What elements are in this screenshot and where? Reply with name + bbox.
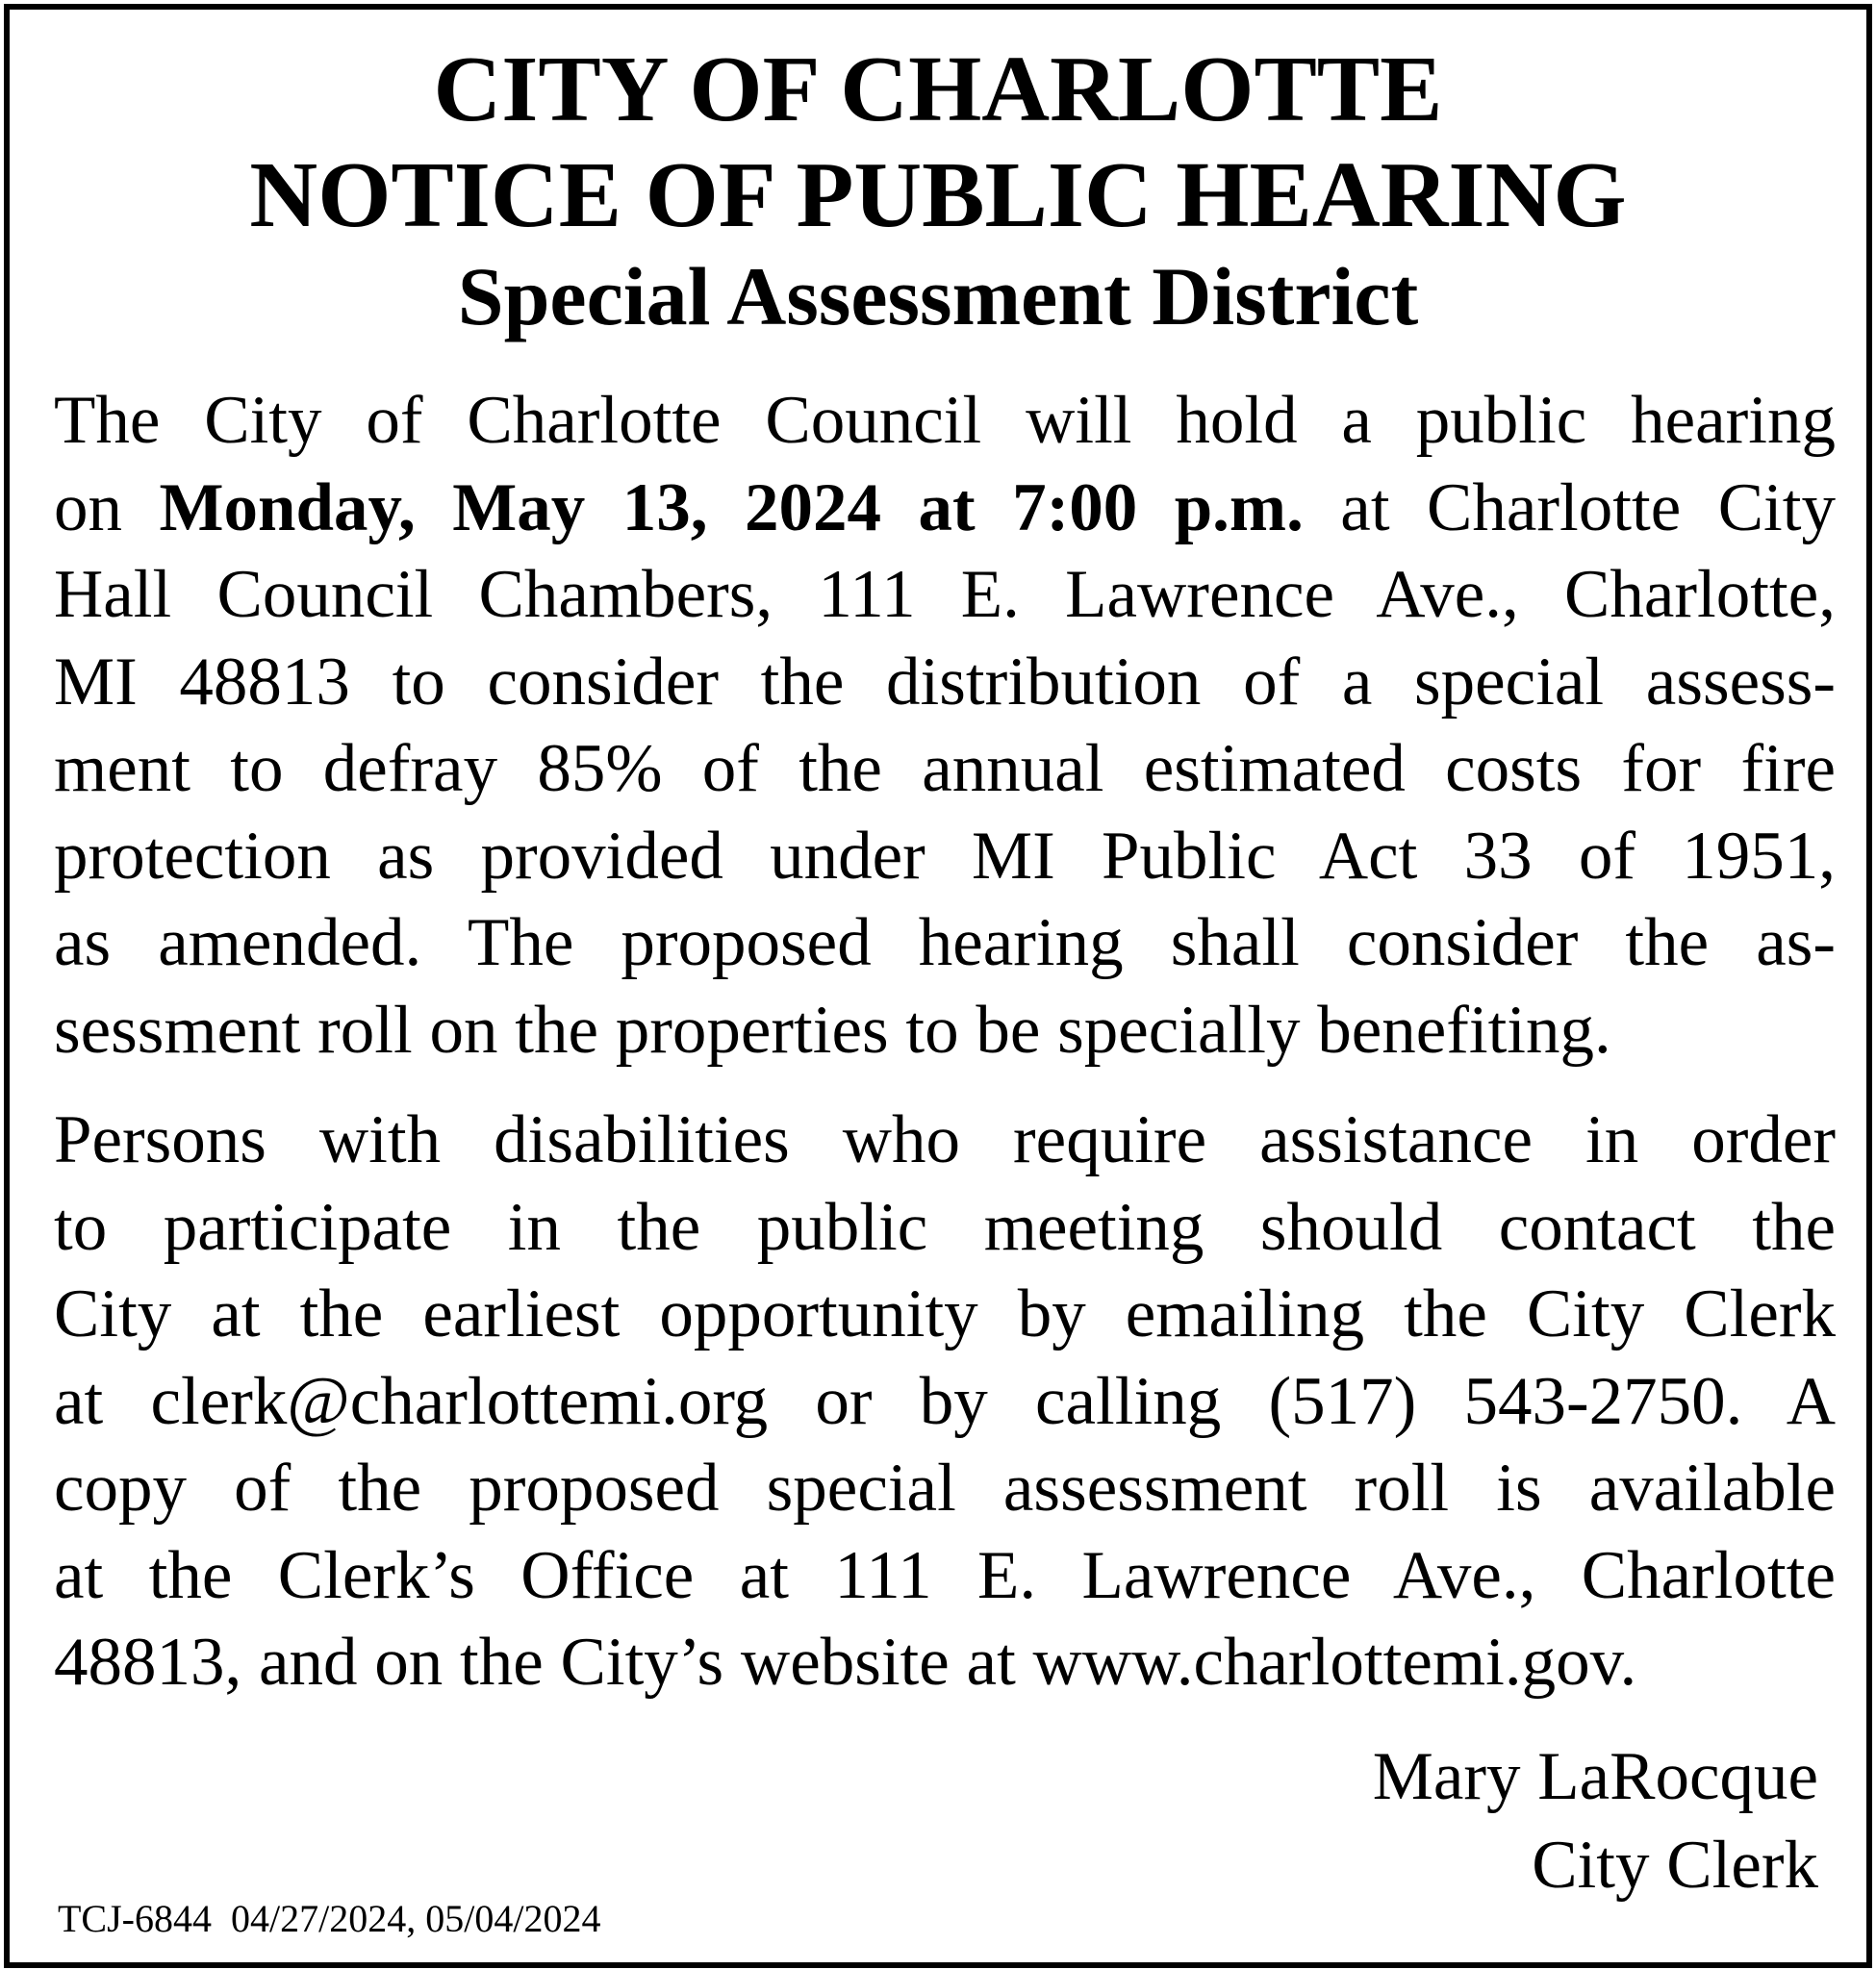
notice-subtitle: Special Assessment District [457, 250, 1419, 342]
paragraph-line: sessment roll on the properties to be specially benefiting. [54, 992, 1611, 1068]
publication-reference: TCJ-6844 04/27/2024, 05/04/2024 [58, 1897, 601, 1940]
signature-name: Mary LaRocque [1372, 1739, 1818, 1814]
paragraph-line: at the Clerk’s Office at 111 E. Lawrence Ave., Charlotte [54, 1537, 1836, 1613]
paragraph-line: protection as provided under MI Public Act 33 of 1951, [54, 818, 1836, 894]
paragraph-line: Hall Council Chambers, 111 E. Lawrence Ave., Charlotte, [54, 557, 1836, 632]
paragraph-line: as amended. The proposed hearing shall consider the as- [54, 905, 1836, 980]
paragraph-line: 48813, and on the City’s website at www.charlottemi.gov. [54, 1625, 1637, 1700]
hearing-paragraph [54, 377, 1836, 1073]
text-fragment: at Charlotte City [1303, 469, 1837, 545]
signature-title: City Clerk [1532, 1828, 1818, 1903]
paragraph-line: The City of Charlotte Council will hold a public hearing [54, 383, 1836, 458]
paragraph-line: City at the earliest opportunity by emailing the City Clerk [54, 1276, 1836, 1351]
notice-frame [4, 4, 1872, 1968]
paragraph-line: Persons with disabilities who require assistance in order [54, 1102, 1836, 1177]
paragraph-line: ment to defray 85% of the annual estimated costs for fire [54, 731, 1836, 806]
notice-title-hearing: NOTICE OF PUBLIC HEARING [249, 143, 1627, 247]
notice-title-city: CITY OF CHARLOTTE [433, 38, 1443, 141]
hearing-datetime: Monday, May 13, 2024 at 7:00 p.m. [159, 469, 1304, 545]
paragraph-line: MI 48813 to consider the distribution of a special assess- [54, 644, 1836, 720]
paragraph-line: at clerk@charlottemi.org or by calling (517) 543-2750. A [54, 1363, 1836, 1439]
text-fragment: on [54, 469, 160, 545]
paragraph-line: copy of the proposed special assessment roll is available [54, 1451, 1836, 1526]
paragraph-line [54, 465, 1836, 552]
accessibility-paragraph [54, 1097, 1836, 1706]
paragraph-line: to participate in the public meeting should contact the [54, 1189, 1836, 1265]
